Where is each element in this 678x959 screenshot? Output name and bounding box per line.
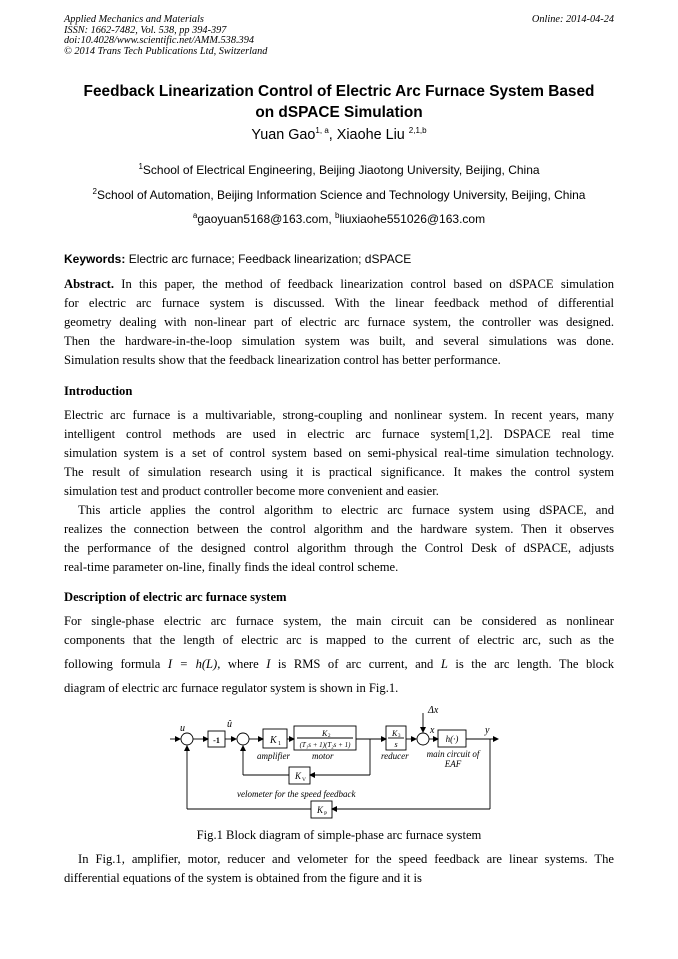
label-reducer: reducer [381, 751, 409, 761]
figure-caption: Fig.1 Block diagram of simple-phase arc furnace system [196, 828, 482, 842]
abstract-line-3: geometry dealing with non-linear part of electric arc furnace system, the controller was designed. [64, 315, 614, 329]
email-b[interactable]: liuxiaohe551026@163.com [339, 212, 486, 226]
author-1-sup: 1, a [315, 126, 329, 136]
formula: I = h(L) [167, 657, 218, 671]
email-a-sup: a [192, 211, 198, 220]
sum-junction-1 [181, 733, 193, 745]
author-2-name: Xiaohe Liu [336, 127, 405, 143]
closing-line-2: differential equations of the system is obtained from the figure and it is [64, 871, 422, 885]
label-kp: K [317, 805, 324, 815]
intro-p2-line-1: This article applies the control algorithm to electric arc furnace system using dSPACE, and [78, 503, 614, 517]
label-main-circuit-2: EAF [444, 759, 462, 769]
issn-line: ISSN: 1662-7482, Vol. 538, pp 394-397 [64, 24, 227, 36]
label-u: u [180, 723, 185, 734]
closing-line-1: In Fig.1, amplifier, motor, reducer and velometer for the speed feedback are linear systems. The [78, 852, 614, 866]
aff-1-sup: 1 [138, 162, 143, 171]
label-k1-sub: 1 [278, 741, 281, 747]
aff-2-text: School of Automation, Beijing Information Science and Technology University, Beijing, China [96, 188, 586, 202]
author-2-sup: 2,1,b [408, 126, 427, 136]
label-kp-sub: P [324, 811, 328, 817]
desc-line-3a: following formula [64, 657, 168, 671]
intro-p2-line-3: the performance of the designed control algorithm through the Control Desk of dSPACE, adjusts [64, 541, 614, 555]
label-k2: K [322, 729, 328, 738]
label-h: h(·) [445, 734, 459, 744]
label-x: x [430, 725, 435, 736]
doi-line: doi:10.4028/www.scientific.net/AMM.538.394 [64, 35, 254, 46]
label-amplifier: amplifier [257, 751, 290, 761]
label-k1: K [270, 735, 277, 746]
desc-line-1: For single-phase electric arc furnace system, the main circuit can be considered as nonlinear [64, 614, 614, 628]
label-k3: K [392, 729, 398, 738]
sum-junction-3 [417, 733, 429, 745]
author-1-name: Yuan Gao [251, 127, 316, 143]
email-a[interactable]: gaoyuan5168@163.com, [197, 212, 335, 226]
title-line-2: on dSPACE Simulation [255, 104, 423, 121]
intro-p1-line-3: simulation system is a set of control system based on semi-physical real-time simulation technology. [64, 446, 614, 460]
intro-p2-line-4: real-time parameter on-line, finally finds the ideal control scheme. [64, 560, 399, 574]
label-kv-sub: V [302, 777, 306, 783]
aff-2-sup: 2 [92, 187, 97, 196]
title-line-1: Feedback Linearization Control of Electric Arc Furnace System Based [83, 83, 595, 100]
var-L: L [440, 657, 448, 671]
desc-line-3d: is the arc length. The block [447, 657, 614, 671]
intro-p1-line-5: simulation test and product controller become more convenient and easier. [64, 484, 439, 498]
var-I: I [266, 657, 271, 671]
label-k2-sub: 2 [328, 734, 331, 739]
label-main-circuit-1: main circuit of [426, 749, 480, 759]
label-delta-x: Δx [428, 705, 439, 716]
description-heading: Description of electric arc furnace system [64, 590, 287, 604]
label-velometer: velometer for the speed feedback [237, 789, 356, 799]
intro-p2-line-2: realizes the connection between the control algorithm and the hardware system. Then it observes [64, 522, 614, 536]
abstract-line-1: In this paper, the method of feedback linearization control based on dSPACE simulation [114, 277, 614, 291]
abstract-line-4: Then the hardware-in-the-loop simulation system was built, and several simulations was done. [64, 334, 614, 348]
email-b-sup: b [335, 211, 340, 220]
label-kv: K [295, 771, 302, 781]
label-y: y [485, 725, 490, 736]
desc-line-4: diagram of electric arc furnace regulator system is shown in Fig.1. [64, 681, 399, 695]
keywords-label: Keywords: [64, 252, 126, 266]
label-s: s [394, 740, 398, 749]
abstract-line-2: for electric arc furnace system is discussed. With the linear feedback method of differential [64, 296, 614, 310]
desc-line-3c: is RMS of arc current, and [270, 657, 441, 671]
label-motor-den: (T₁s + 1)(T₂s + 1) [299, 741, 351, 749]
journal-name: Applied Mechanics and Materials [64, 14, 204, 25]
author-separator: , [328, 127, 337, 143]
copyright-line: © 2014 Trans Tech Publications Ltd, Switzerland [64, 45, 268, 57]
label-u-hat: û [227, 719, 232, 730]
desc-line-3b: , where [217, 657, 267, 671]
aff-1-text: School of Electrical Engineering, Beijing Jiaotong University, Beijing, China [142, 163, 540, 177]
intro-p1-line-1: Electric arc furnace is a multivariable, strong-coupling and nonlinear system. In recent years, many [64, 408, 614, 422]
online-date: Online: 2014-04-24 [531, 14, 614, 25]
desc-line-2: components that the length of electric arc is mapped to the current of electric arc, such as the [64, 633, 614, 647]
abstract-line-5: Simulation results show that the feedback linearization control has better performance. [64, 353, 501, 367]
introduction-heading: Introduction [64, 384, 133, 398]
label-k3-sub: 3 [398, 734, 401, 739]
keywords-text: Electric arc furnace; Feedback linearization; dSPACE [125, 252, 412, 266]
closing-paragraph [64, 850, 614, 888]
label-neg-one: -1 [213, 736, 220, 745]
abstract-label: Abstract. [64, 277, 115, 291]
label-motor: motor [312, 751, 334, 761]
sum-junction-2 [237, 733, 249, 745]
intro-p1-line-2: intelligent control methods are used in electric arc furnace system[1,2]. DSPACE real time [64, 427, 614, 441]
intro-p1-line-4: The result of simulation research using it is practical significance. It makes the control system [64, 465, 614, 479]
